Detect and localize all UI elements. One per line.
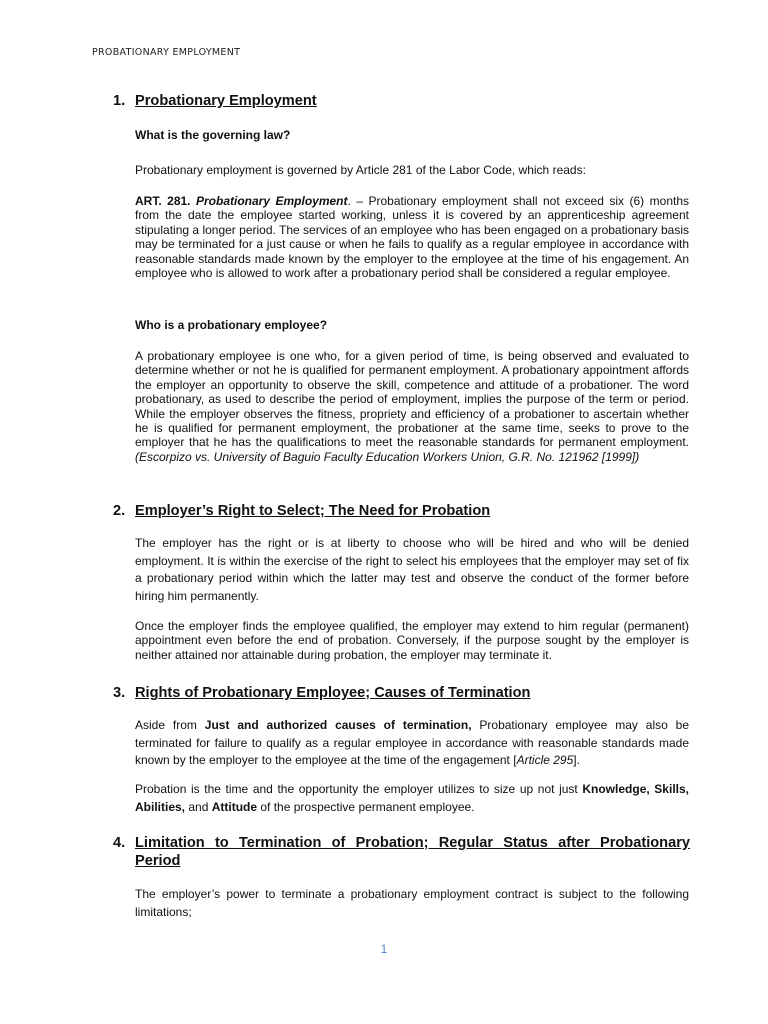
article-label: ART. 281. (135, 194, 191, 208)
paragraph (135, 349, 689, 464)
question-probationary-employee: Who is a probationary employee? (135, 318, 328, 332)
section-title: Employer’s Right to Select; The Need for Probation (135, 503, 491, 519)
emphasis: Knowledge, Skills, Abilities, (135, 782, 689, 814)
question-governing-law: What is the governing law? (135, 128, 291, 142)
paragraph: Aside from Just and authorized causes of termination, Probationary employee may also be terminated for failure to qualify as a regular employee in accordance with reasonable standards made known by the employer to the employee at the time of the engagement [Article 295]. (135, 718, 690, 767)
article-body: . – Probationary employment shall not exceed six (6) months from the date the employee started working, unless it is covered by an apprenticeship agreement stipulating a longer period. The services of an employee who has been engaged on a probationary basis may be terminated for a just cause or when he fails to qualify as a regular employee in accordance with reasonable standards made known by the employer to the employee at the time of his engagement. An employee who is allowed to work after a probationary period shall be considered a regular employee. (135, 194, 689, 281)
section-number: 2. (113, 503, 126, 519)
emphasis: Just and authorized causes of termination, (204, 718, 472, 732)
paragraph: Probation is the time and the opportunity the employer utilizes to size up not just Knowledge, Skills, Abilities, and Attitude of the prospective permanent employee. (135, 782, 689, 814)
section-4-heading (113, 834, 690, 870)
article-title: Probationary Employment (196, 194, 348, 208)
section-1-heading (113, 92, 690, 110)
section-number: 3. (113, 685, 126, 701)
paragraph: The employer has the right or is at liberty to choose who will be hired and who will be denied employment. It is within the exercise of the right to select his employees that the employer may set of fix a probationary period within which the latter may test and observe the conduct of the former before hiring him permanently. (135, 536, 689, 603)
paragraph: Once the employer finds the employee qualified, the employer may extend to him regular (permanent) appointment even before the end of probation. Conversely, if the purpose sought by the employer is neither attained nor attainable during probation, the employer may terminate it. (135, 619, 689, 662)
paragraph: Probationary employment is governed by Article 281 of the Labor Code, which reads: (135, 163, 586, 177)
emphasis: Attitude (211, 799, 258, 814)
article-reference: Article 295 (516, 753, 574, 767)
section-title: Probationary Employment (135, 93, 317, 109)
section-number: 1. (113, 93, 126, 109)
section-title: Limitation to Termination of Probation; Regular Status after Probationary Period (135, 835, 690, 869)
paragraph-text: A probationary employee is one who, for a given period of time, is being observed and evaluated to determine whether or not he is qualified for permanent employment. A probationary appointment affords the employer an opportunity to observe the skill, competence and attitude of a probationer. The word probationary, as used to describe the period of employment, implies the purpose of the term or period. While the employer observes the fitness, propriety and efficiency of a probationer to ascertain whether he is qualified for permanent employment, the probationer at the same time, seeks to prove to the employer that he has the qualifications to meet the reasonable standards for permanent employment. (135, 349, 689, 450)
section-title: Rights of Probationary Employee; Causes of Termination (135, 685, 531, 701)
case-citation: (Escorpizo vs. University of Baguio Faculty Education Workers Union, G.R. No. 121962 [1999]) (135, 449, 640, 464)
section-2-heading (113, 502, 690, 520)
paragraph: The employer’s power to terminate a probationary employment contract is subject to the following limitations; (135, 887, 689, 919)
section-number: 4. (113, 835, 126, 851)
running-header: PROBATIONARY EMPLOYMENT (92, 47, 241, 58)
page-number: 1 (380, 944, 388, 956)
section-3-heading (113, 684, 690, 702)
article-quote (135, 194, 689, 280)
